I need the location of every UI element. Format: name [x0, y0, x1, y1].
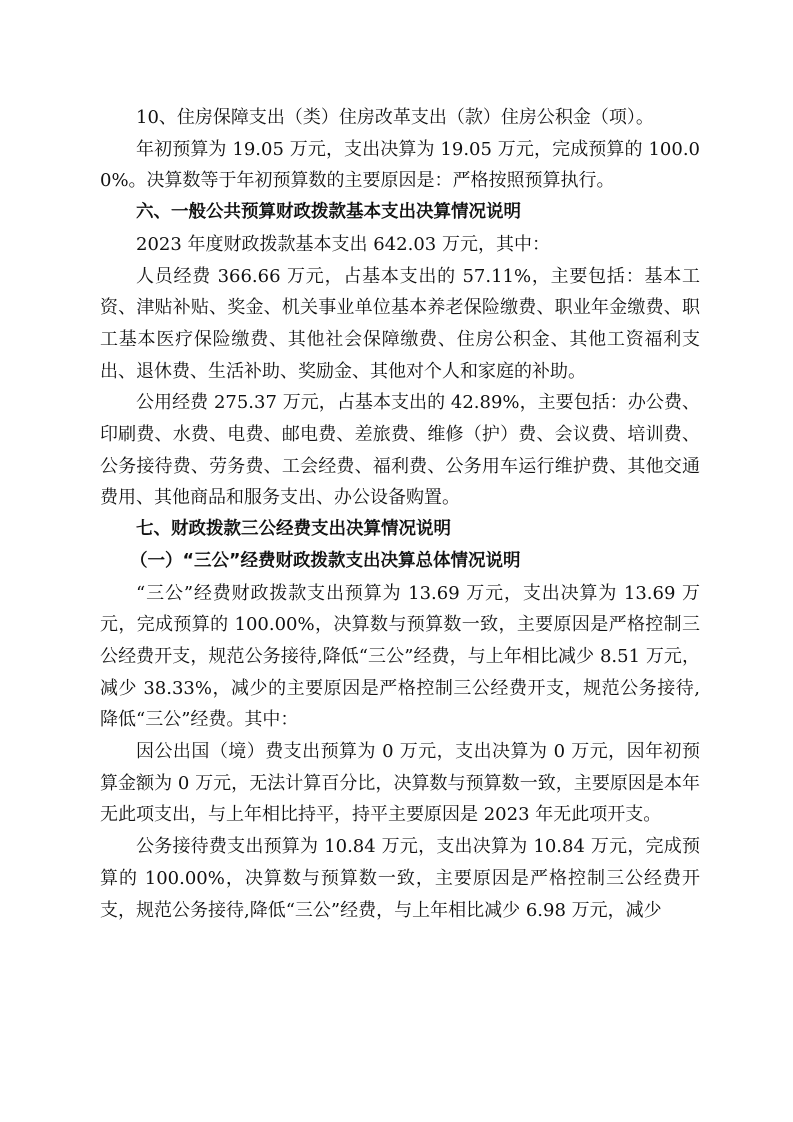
paragraph-overseas-travel: 因公出国（境）费支出预算为 0 万元，支出决算为 0 万元，因年初预算金额为 0 万元，无法计算百分比，决算数与预算数一致，主要原因是本年无此项支出，与上年相比持平，持平主要原因是 2023 年无此项开支。 [100, 741, 700, 826]
paragraph-official-reception: 公务接待费支出预算为 10.84 万元，支出决算为 10.84 万元，完成预算的 100.00%，决算数与预算数一致，主要原因是严格控制三公经费开支，规范公务接待,降低“三公”经费，与上年相比减少 6.98 万元，减少 [100, 836, 700, 921]
document-body [100, 102, 700, 926]
section-heading-three-public-expenses: 七、财政拨款三公经费支出决算情况说明 [136, 519, 451, 540]
paragraph-housing-fund-item: 10、住房保障支出（类）住房改革支出（款）住房公积金（项）。 [136, 107, 654, 128]
paragraph-personnel-expenses: 人员经费 366.66 万元，占基本支出的 57.11%，主要包括：基本工资、津贴补贴、奖金、机关事业单位基本养老保险缴费、职业年金缴费、职工基本医疗保险缴费、其他社会保障缴费、住房公积金、其他工资福利支出、退休费、生活补助、奖励金、其他对个人和家庭的补助。 [100, 265, 700, 382]
paragraph-three-public-overall: “三公”经费财政拨款支出预算为 13.69 万元，支出决算为 13.69 万元，完成预算的 100.00%，决算数与预算数一致，主要原因是严格控制三公经费开支，规范公务接待,降低“三公”经费，与上年相比减少 8.51 万元，减少 38.33%，减少的主要原因是严格控制三公经费开支，规范公务接待,降低“三公”经费。其中： [100, 582, 700, 731]
section-heading-basic-expenditure: 六、一般公共预算财政拨款基本支出决算情况说明 [136, 202, 521, 223]
subsection-heading-overall: （一）“三公”经费财政拨款支出决算总体情况说明 [130, 550, 521, 571]
paragraph-public-expenses: 公用经费 275.37 万元，占基本支出的 42.89%，主要包括：办公费、印刷费、水费、电费、邮电费、差旅费、维修（护）费、会议费、培训费、公务接待费、劳务费、工会经费、福利费、公务用车运行维护费、其他交通费用、其他商品和服务支出、办公设备购置。 [100, 392, 700, 509]
paragraph-basic-expenditure-total: 2023 年度财政拨款基本支出 642.03 万元，其中： [136, 233, 550, 255]
paragraph-housing-fund-budget: 年初预算为 19.05 万元，支出决算为 19.05 万元，完成预算的 100.00%。决算数等于年初预算数的主要原因是：严格按照预算执行。 [100, 138, 700, 192]
